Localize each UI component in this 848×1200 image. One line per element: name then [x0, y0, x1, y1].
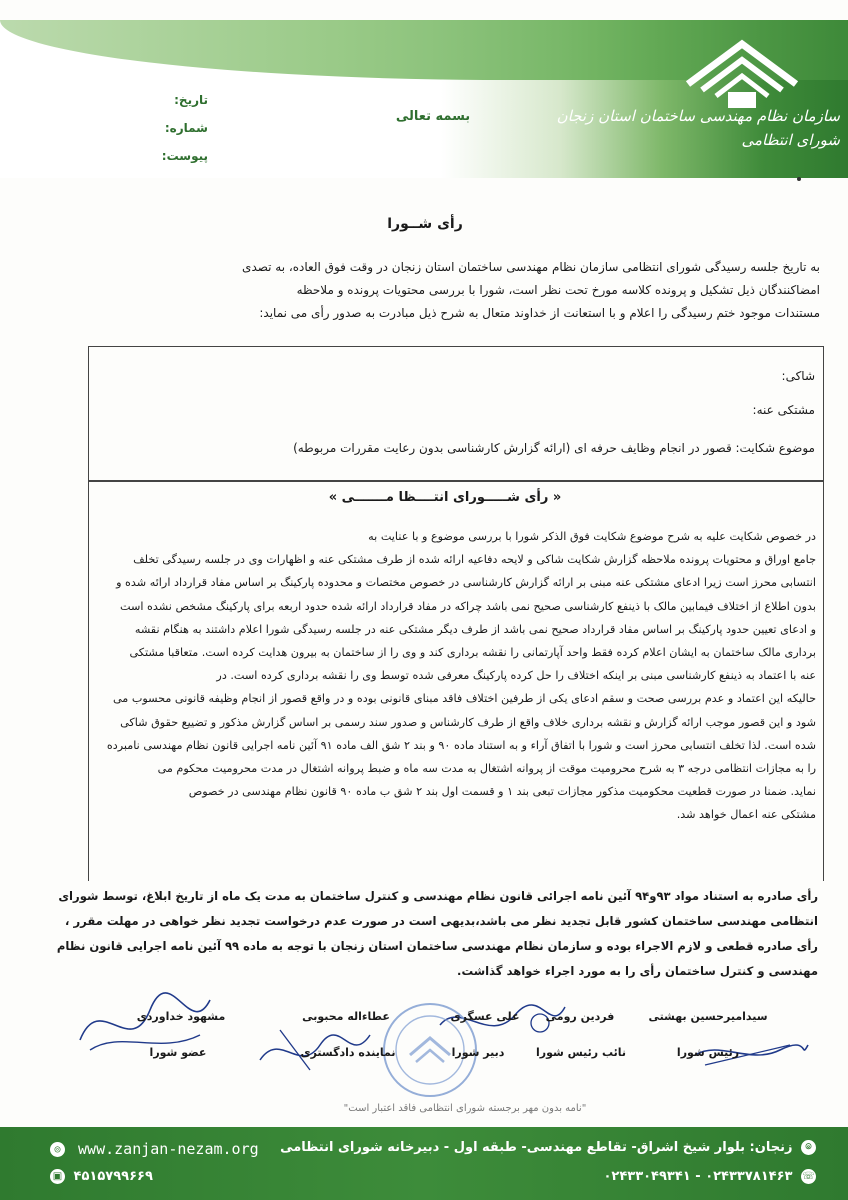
signatory-role: عضو شورا [149, 1046, 207, 1059]
verdict-line: شود و این قصور موجب ارائه گزارش و نقشه برداری خلاف واقع از طرف کارشناس و صدور سند رسمی بر اساس گزارش مذکور و تضییع حقوق شاکی [120, 715, 816, 729]
verdict-line: نماید. ضمنا در صورت قطعیت محکومیت مذکور مجازات تبعی بند ۱ و قسمت اول بند ۲ شق ب ماده ۹۰ قانون نظام مهندسی در خصوص [188, 785, 816, 799]
address-text: زنجان: بلوار شیخ اشراق- تقاطع مهندسی- طبقه اول - دبیرخانه شورای انتظامی [280, 1140, 793, 1155]
signatory-name: سیدامیرحسین بهشتی [648, 1010, 768, 1023]
bismillah: بسمه تعالی [395, 109, 471, 124]
plaintiff-label: شاکی: [781, 369, 815, 383]
verdict-line: را به مجازات انتظامی درجه ۳ به شرح محرومیت موقت از پروانه اشتغال به مدت سه ماه و ضبط پروانه اشتغال در مدت محرومیت محکوم می [157, 761, 816, 775]
verdict-line: برداری مالک ساختمان به ایشان اعلام کرده فقط واحد آپارتمانی را نقشه برداری کند و وی را از ساختمان به بیرون هدایت کرده است. متعاقبا مشتکی [129, 645, 816, 659]
phone-icon: ☏ [802, 1171, 815, 1182]
verdict-title: « رأی شـــــورای انتــــظا مـــــــی » [328, 490, 562, 505]
appeal-notice [56, 884, 818, 984]
verdict-body [94, 525, 816, 826]
signatory-role: نماینده دادگستری [300, 1046, 396, 1059]
location-pin-icon: ⌾ [801, 1140, 816, 1155]
complaint-subject: موضوع شکایت: قصور در انجام وظایف حرفه ای (ارائه گزارش کارشناسی بدون رعایت مقررات مربوطه) [293, 441, 815, 455]
signatory-name: عطاءاله محبوبی [302, 1010, 390, 1023]
intro-line: امضاکنندگان ذیل تشکیل و پرونده کلاسه مورخ تحت نظر است، شورا با بررسی محتویات پرونده و ملاحظه [296, 283, 820, 297]
phones-text: ۰۲۴۳۳۷۸۱۴۶۳ - ۰۲۴۳۳۰۴۹۳۴۱ [603, 1169, 793, 1184]
footer-address [280, 1140, 820, 1155]
fax-icon: ▣ [50, 1169, 65, 1184]
org-name [556, 104, 840, 152]
fax-text: ۴۵۱۵۷۹۹۶۶۹ [73, 1169, 153, 1184]
verdict-line: جامع اوراق و محتویات پرونده ملاحظه گزارش شکایت شاکی و لایحه دفاعیه ارائه شده از طرف مشتکی عنه و اظهارات وی در جلسه رسیدگی تخلف [133, 553, 816, 567]
appeal-line: رأی صادره قطعی و لازم الاجراء بوده و سازمان نظام مهندسی ساختمان استان زنجان با توجه به ماده ۹۹ آئین نامه اجرایی قانون نظام [56, 939, 818, 953]
date-label: تاریخ: [174, 93, 208, 107]
verdict-line: و ادعای تعیین حدود پارکینگ بر اساس مفاد قرارداد صحیح نمی باشد از طرف دیگر مشتکی عنه در جلسه رسیدگی شورا اعلام داشتند به هنگام نقشه [134, 622, 816, 636]
org-name-line1: سازمان نظام مهندسی ساختمان استان زنجان [556, 107, 840, 125]
signatory-name: مشهود خداوردی [136, 1010, 226, 1023]
signatory-name: فردین رومی [545, 1010, 615, 1023]
verdict-line: در خصوص شکایت علیه به شرح موضوع شکایت فوق الذکر شورا با بررسی موضوع و با عنایت به [368, 530, 816, 543]
attachment-label: پیوست: [161, 149, 208, 163]
intro-line: به تاریخ جلسه رسیدگی شورای انتظامی سازمان نظام مهندسی ساختمان استان زنجان در وقت فوق العاده، به تصدی [242, 260, 820, 274]
seal-footnote: "نامه بدون مهر برجسته شورای انتظامی فاقد اعتبار است" [343, 1103, 587, 1114]
letter-meta [140, 90, 208, 174]
appeal-line: مهندسی و کنترل ساختمان رأی را به مورد اجراء خواهد گذاشت. [457, 964, 818, 978]
intro-line: مستندات موجود ختم رسیدگی را اعلام و با استعانت از خداوند متعال به شرح ذیل مبادرت به صدور رأی می نماید: [259, 306, 820, 320]
defendant-label: مشتکی عنه: [752, 403, 815, 417]
signatory-name: علی عسگری [450, 1010, 520, 1023]
appeal-line: انتظامی مهندسی ساختمان کشور قابل تجدید نظر می باشد،بدیهی است در صورت عدم درخواست تجدید نظر خواهی در مهلت مقرر ، [65, 914, 818, 928]
dot-icon [796, 176, 802, 182]
case-info-box [88, 346, 824, 482]
footer-phones [603, 1169, 820, 1184]
org-name-line2: شورای انتظامی [741, 131, 840, 149]
number-label: شماره: [164, 121, 208, 135]
signatory-role: رئیس شورا [676, 1046, 740, 1059]
website-text[interactable]: www.zanjan-nezam.org [78, 1140, 259, 1158]
appeal-line: رأی صادره به استناد مواد ۹۳و۹۴ آئین نامه اجرائی قانون نظام مهندسی و کنترل ساختمان به مدت یک ماه از تاریخ ابلاغ، توسط شورای [58, 889, 818, 903]
footer [0, 1127, 848, 1200]
verdict-line: انتسابی محرز است زیرا ادعای مشتکی عنه مبنی بر ارائه گزارش کارشناسی در خصوص مختصات و محدوده پارکینگ بر اساس مفاد قرارداد ارائه شده و [116, 576, 816, 590]
document-title: رأی شــورا [387, 216, 463, 232]
building-logo-icon [680, 34, 804, 112]
verdict-line: حالیکه این اعتماد و عدم بررسی صحت و سقم ادعای یکی از طرفین اختلاف فاقد مبنای قانونی بوده و در واقع قصور از انجام وظیفه قانونی محسوب می [112, 692, 816, 706]
footer-website[interactable] [46, 1140, 259, 1158]
footer-fax [46, 1169, 153, 1184]
signatory-role: دبیر شورا [451, 1046, 505, 1059]
verdict-line: مشتکی عنه اعمال خواهد شد. [676, 808, 816, 822]
verdict-line: عنه با اعتماد به ذینفع کارشناسی مبنی بر اینکه اختلاف را حل کرده پارکینگ معرفی شده توسط وی را نقشه برداری کرده است. در [216, 669, 816, 683]
verdict-line: شده است. لذا تخلف انتسابی محرز است و شورا با اتفاق آراء و به استناد ماده ۹۰ و بند ۲ شق الف ماده ۹۱ آئین نامه اجرایی قانون نظام مهندسی نامبرده [106, 738, 816, 752]
globe-icon: ◎ [50, 1142, 65, 1157]
signatory-role: نائب رئیس شورا [535, 1046, 626, 1059]
intro-paragraph [92, 256, 820, 325]
verdict-line: بدون اطلاع از اختلاف فیمابین مالک با ذینفع کارشناسی صحیح نمی باشد چراکه در مفاد قرارداد ارائه شده حدود اربعه برای پارکینگ مشخص نشده است [120, 599, 816, 613]
